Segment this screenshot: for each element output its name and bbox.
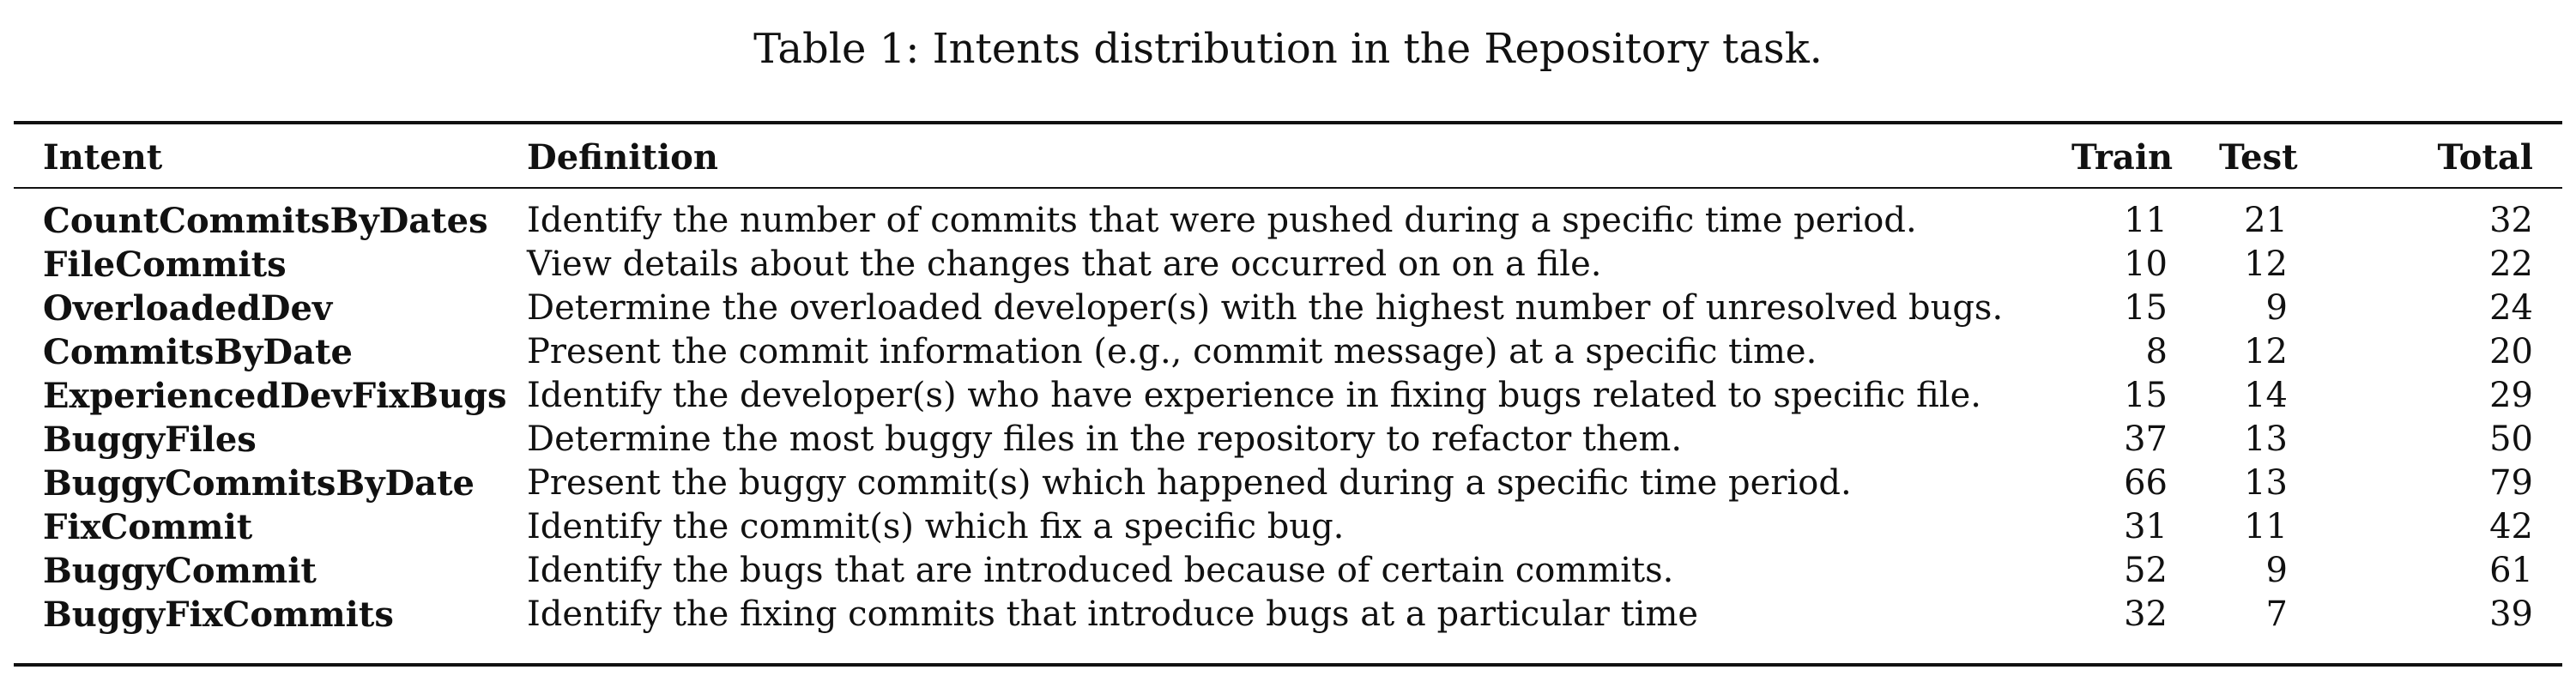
cell-intent: BuggyCommitsByDate [43, 463, 475, 504]
cell-train: 31 [2124, 507, 2168, 546]
cell-test: 7 [2265, 594, 2288, 634]
cell-definition: Identify the bugs that are introduced because of certain commits. [527, 551, 1674, 590]
cell-intent: OverloadedDev [43, 288, 333, 329]
intents-table [14, 124, 2562, 637]
cell-intent: BuggyCommit [43, 551, 317, 591]
cell-total: 20 [2489, 332, 2533, 371]
table-row [14, 505, 2562, 549]
cell-intent: BuggyFiles [43, 419, 257, 460]
cell-test: 21 [2244, 201, 2288, 240]
cell-definition: View details about the changes that are occurred on on a file. [527, 244, 1602, 284]
cell-definition: Identify the number of commits that were pushed during a specific time period. [527, 201, 1917, 240]
table-row [14, 189, 2562, 243]
cell-intent: FixCommit [43, 507, 253, 547]
cell-total: 22 [2489, 244, 2533, 284]
cell-total: 29 [2489, 376, 2533, 415]
cell-train: 66 [2124, 463, 2168, 503]
table-header-row [14, 124, 2562, 189]
cell-definition: Present the commit information (e.g., commit message) at a specific time. [527, 332, 1817, 371]
cell-test: 13 [2244, 463, 2288, 503]
cell-intent: BuggyFixCommits [43, 594, 394, 635]
cell-intent: CommitsByDate [43, 332, 353, 372]
cell-test: 9 [2265, 551, 2288, 590]
cell-train: 15 [2124, 376, 2168, 415]
cell-test: 11 [2244, 507, 2288, 546]
header-train: Train [2071, 137, 2174, 178]
cell-total: 24 [2489, 288, 2533, 328]
cell-train: 8 [2145, 332, 2168, 371]
cell-definition: Identify the developer(s) who have experience in fixing bugs related to specific file. [527, 376, 1981, 415]
cell-definition: Identify the commit(s) which fix a specific bug. [527, 507, 1345, 546]
cell-test: 12 [2244, 332, 2288, 371]
cell-train: 52 [2124, 551, 2168, 590]
table-row [14, 418, 2562, 462]
cell-definition: Determine the overloaded developer(s) with the highest number of unresolved bugs. [527, 288, 2004, 328]
cell-total: 39 [2489, 594, 2533, 634]
cell-total: 61 [2489, 551, 2533, 590]
table-row [14, 462, 2562, 505]
header-test: Test [2219, 137, 2298, 178]
cell-test: 12 [2244, 244, 2288, 284]
cell-train: 32 [2124, 594, 2168, 634]
table-row [14, 374, 2562, 418]
table-bottom-rule [14, 663, 2562, 667]
cell-definition: Present the buggy commit(s) which happened during a specific time period. [527, 463, 1852, 503]
cell-definition: Identify the fixing commits that introduce bugs at a particular time [527, 594, 1699, 634]
header-intent: Intent [43, 137, 163, 178]
table-row [14, 243, 2562, 287]
cell-total: 79 [2489, 463, 2533, 503]
cell-total: 50 [2489, 419, 2533, 459]
header-total: Total [2437, 137, 2533, 178]
table-row [14, 593, 2562, 637]
header-definition: Definition [527, 137, 718, 178]
cell-test: 14 [2244, 376, 2288, 415]
cell-train: 11 [2124, 201, 2168, 240]
cell-test: 9 [2265, 288, 2288, 328]
table-row [14, 287, 2562, 330]
table-caption: Table 1: Intents distribution in the Repository task. [753, 25, 1823, 73]
table-row [14, 330, 2562, 374]
cell-intent: CountCommitsByDates [43, 201, 488, 241]
cell-intent: FileCommits [43, 244, 287, 285]
cell-train: 15 [2124, 288, 2168, 328]
cell-total: 32 [2489, 201, 2533, 240]
table-row [14, 549, 2562, 593]
cell-definition: Determine the most buggy files in the repository to refactor them. [527, 419, 1683, 459]
cell-total: 42 [2489, 507, 2533, 546]
cell-test: 13 [2244, 419, 2288, 459]
cell-train: 37 [2124, 419, 2168, 459]
cell-intent: ExperiencedDevFixBugs [43, 376, 507, 416]
cell-train: 10 [2124, 244, 2168, 284]
